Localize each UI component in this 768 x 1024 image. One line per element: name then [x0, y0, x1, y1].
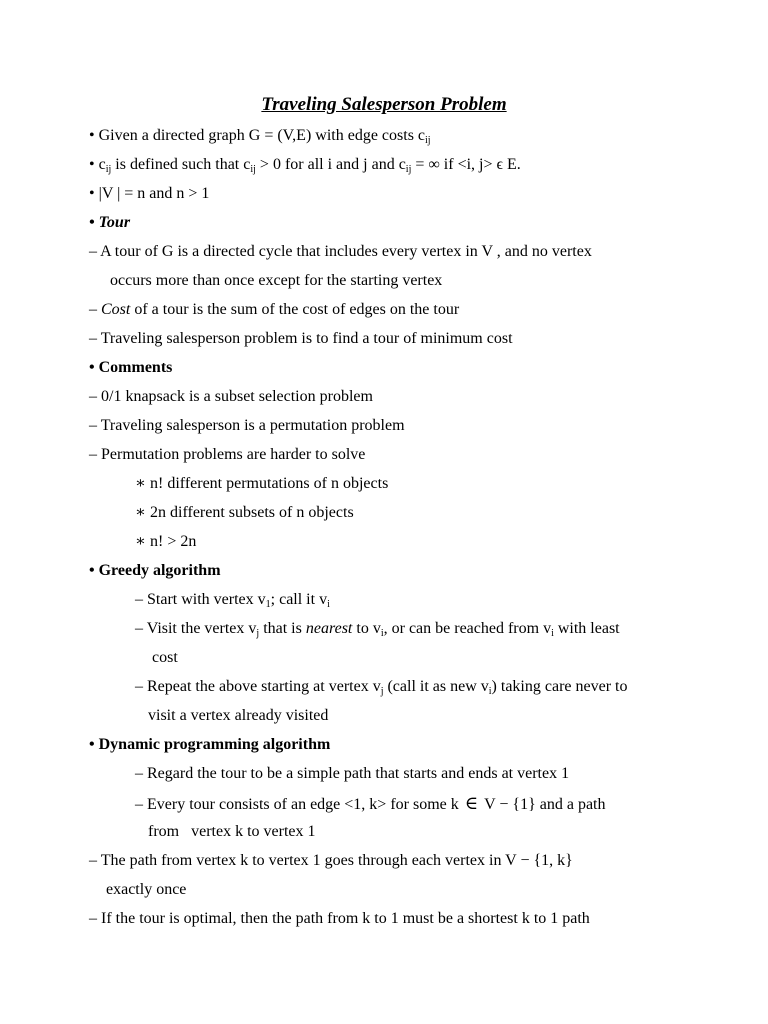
section-heading-greedy: • Greedy algorithm: [89, 562, 221, 579]
greedy-step-start: – Start with vertex $v_1$; call it $v_i$: [135, 591, 330, 610]
star-line-comparison: ∗ n! > 2n: [135, 533, 197, 550]
continuation-line: from vertex k to vertex 1: [148, 823, 316, 840]
continuation-line: visit a vertex already visited: [148, 707, 329, 724]
dp-step-regard: – Regard the tour to be a simple path that starts and ends at vertex 1: [135, 765, 570, 782]
dash-line-cost: – Cost of a tour is the sum of the cost of edges on the tour: [89, 301, 460, 318]
dash-line-path: – The path from vertex k to vertex 1 goes through each vertex in V − {1, k}: [89, 852, 573, 869]
star-line-permutations: ∗ n! different permutations of n objects: [135, 475, 389, 492]
section-heading-dynamic-programming: • Dynamic programming algorithm: [89, 736, 331, 753]
bullet-line-cost-definition: • $c_{ij}$ is defined such that $c_{ij} > 0$ for all i and j and $c_{ij}$ = ∞ if <i, j> ϵ E.: [89, 156, 521, 175]
continuation-line: cost: [152, 649, 178, 666]
dash-line-harder: – Permutation problems are harder to solve: [89, 446, 366, 463]
bullet-line-vertex-count: • |V | = n and n > 1: [89, 185, 210, 202]
greedy-step-repeat: – Repeat the above starting at vertex $v_j$ (call it as new $v_i$) taking care never to: [135, 678, 628, 697]
continuation-line: exactly once: [106, 881, 187, 898]
dash-line-knapsack: – 0/1 knapsack is a subset selection problem: [89, 388, 373, 405]
dash-line-optimal: – If the tour is optimal, then the path from k to 1 must be a shortest k to 1 path: [89, 910, 590, 927]
greedy-step-visit: – Visit the vertex $v_j$ that is nearest to $v_i$, or can be reached from $v_i$ with least: [135, 620, 620, 639]
dash-line-permutation: – Traveling salesperson is a permutation problem: [89, 417, 405, 434]
dash-line-tour-definition: – A tour of G is a directed cycle that includes every vertex in V , and no vertex: [89, 243, 592, 260]
section-heading-comments: • Comments: [89, 359, 173, 376]
dp-step-every-tour: – Every tour consists of an edge <1, k> for some k ∈ V − {1} and a path: [135, 793, 606, 813]
star-line-subsets: ∗ 2n different subsets of n objects: [135, 504, 354, 521]
section-heading-tour: • Tour: [89, 214, 131, 231]
continuation-line: occurs more than once except for the starting vertex: [110, 272, 443, 289]
bullet-line-graph: • Given a directed graph G = (V,E) with edge costs $c_{ij}$: [89, 127, 431, 146]
page-title: Traveling Salesperson Problem: [261, 94, 507, 115]
dash-line-tsp-goal: – Traveling salesperson problem is to find a tour of minimum cost: [89, 330, 513, 347]
